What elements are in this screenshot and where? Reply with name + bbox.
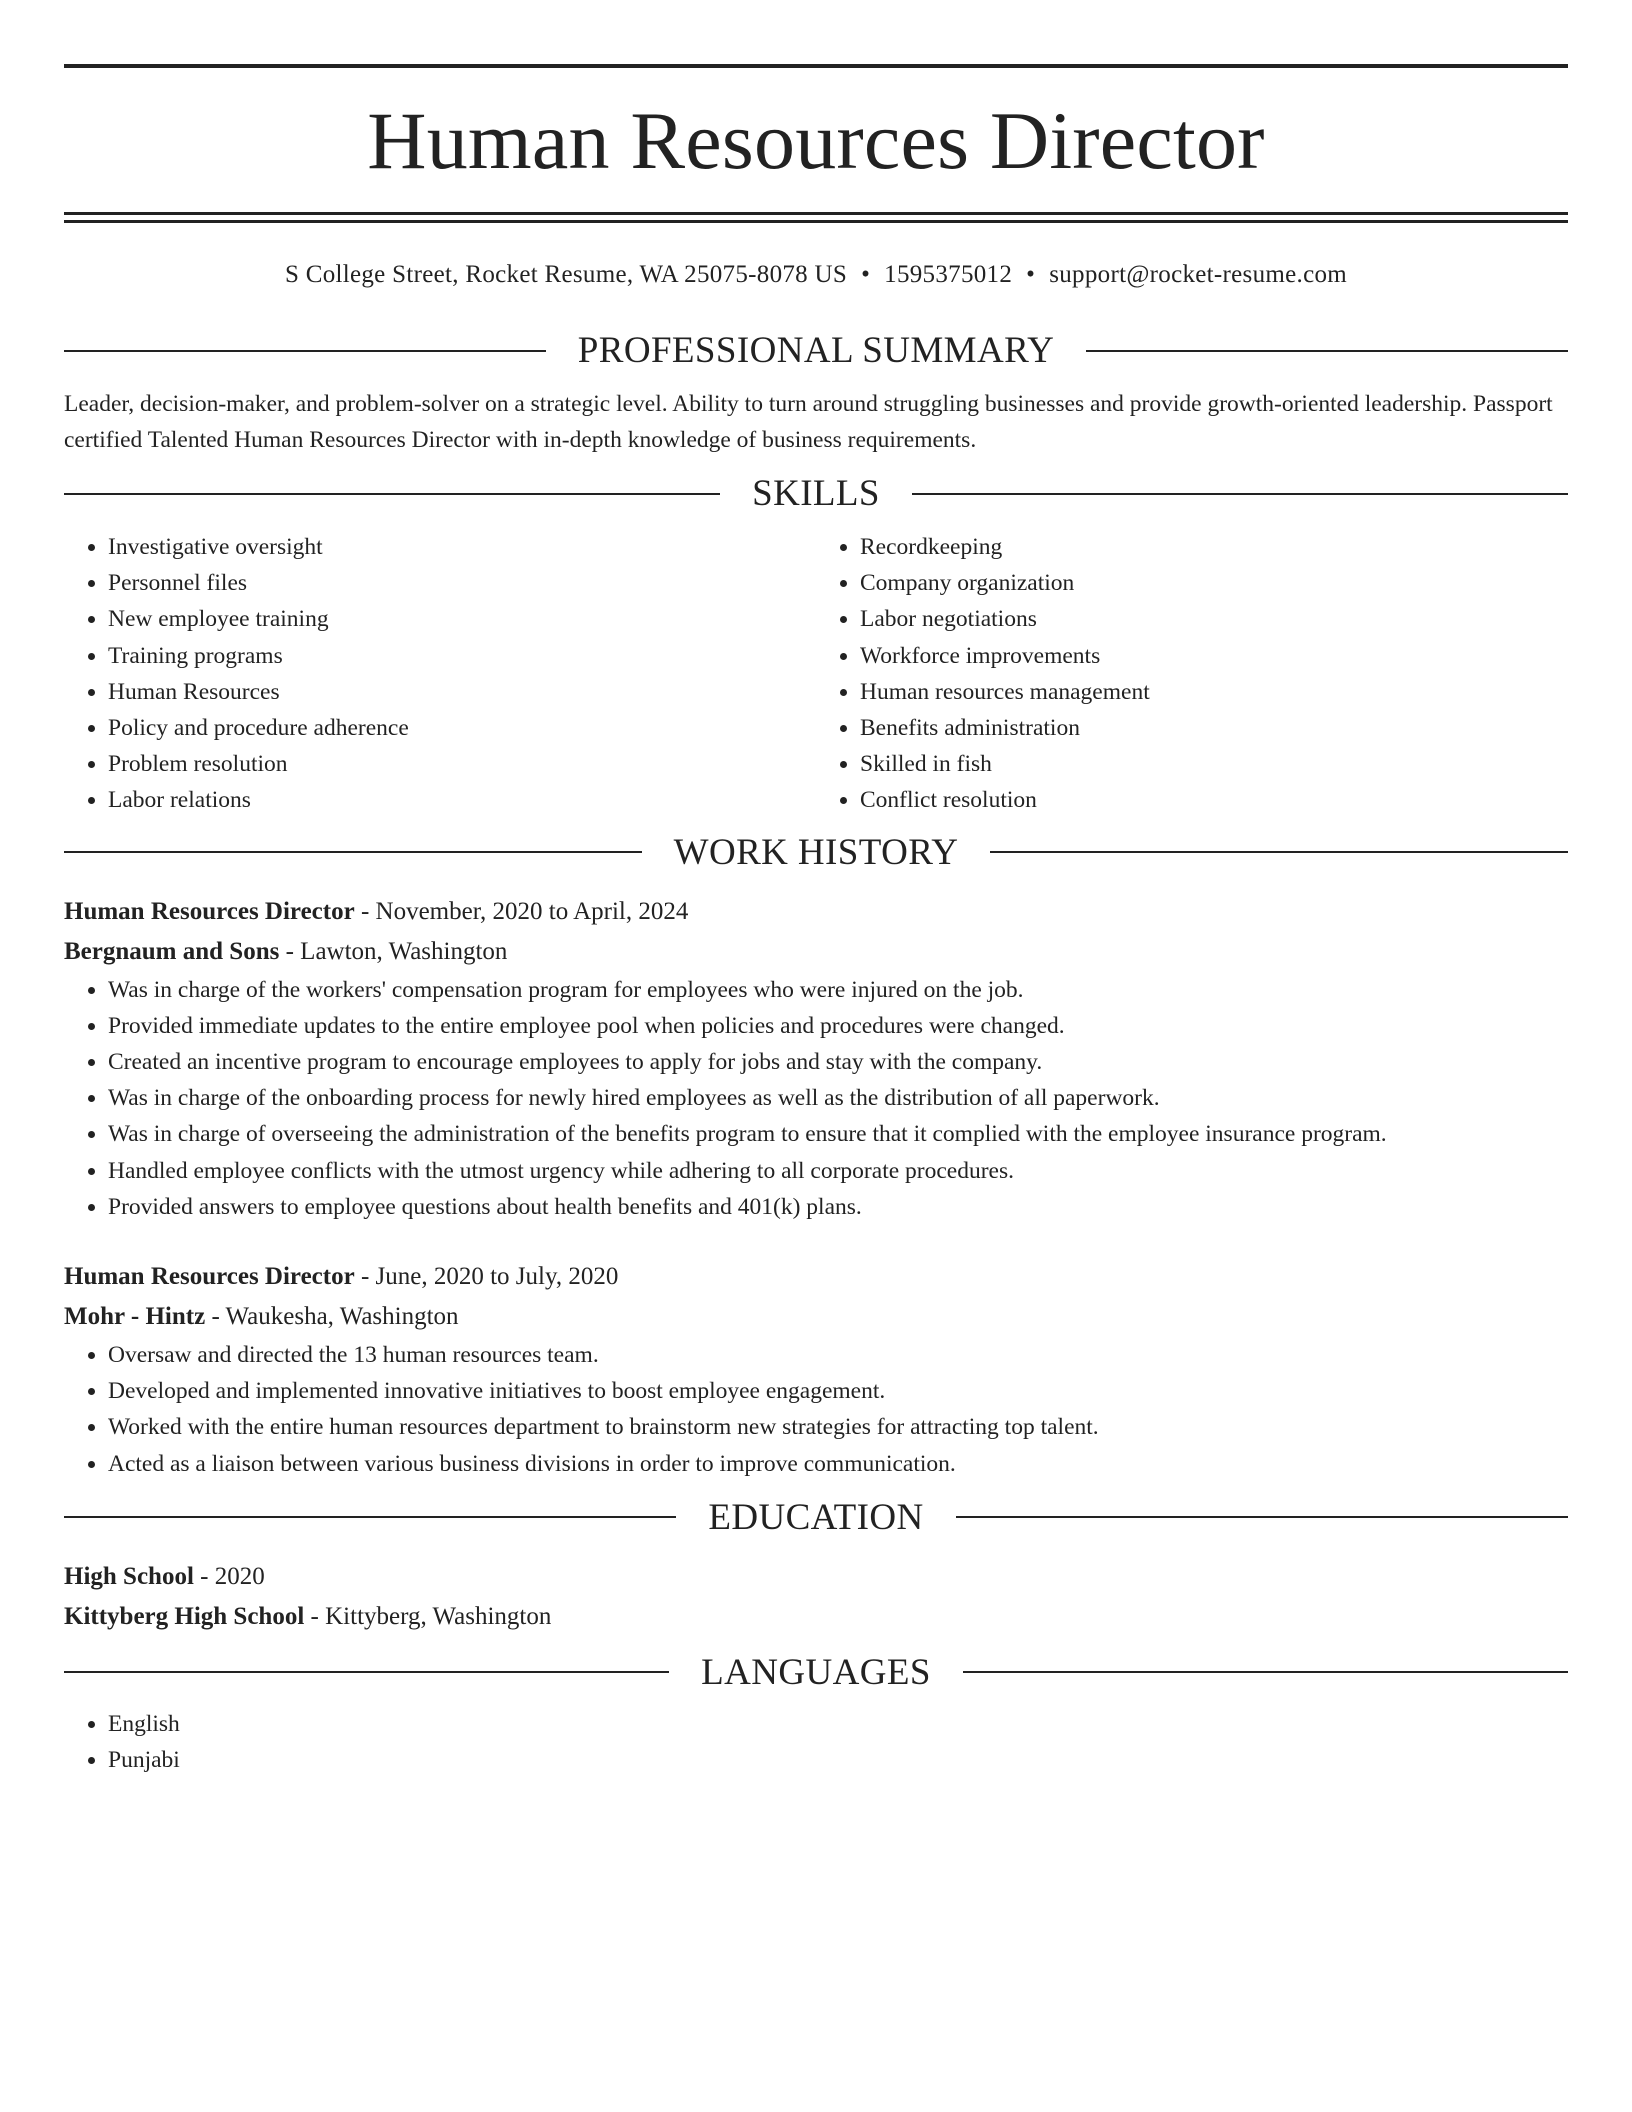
language-item: • Punjabi <box>108 1742 1568 1778</box>
section-title: EDUCATION <box>708 1496 924 1538</box>
skill-item: • Conflict resolution <box>860 782 1568 818</box>
job-company: Bergnaum and Sons <box>64 937 280 965</box>
job-title-line <box>64 892 1568 932</box>
contact-email: support@rocket-resume.com <box>1049 261 1348 288</box>
section-header-summary <box>64 329 1568 372</box>
job-duty-item: • Oversaw and directed the 13 human resources team. <box>108 1337 1568 1373</box>
job-entry <box>64 892 1568 1225</box>
skills-list-right <box>816 529 1568 819</box>
education-degree-line <box>64 1557 1568 1597</box>
job-dates: - November, 2020 to April, 2024 <box>354 897 689 925</box>
skill-item: • Company organization <box>860 565 1568 601</box>
job-title-line <box>64 1257 1568 1297</box>
section-rule <box>990 851 1568 853</box>
section-rule <box>1086 350 1568 352</box>
section-rule <box>64 350 546 352</box>
resume-title: Human Resources Director <box>367 95 1265 186</box>
contact-separator: • <box>861 261 871 288</box>
job-duties-list <box>64 1337 1568 1482</box>
skills-list-left <box>64 529 816 819</box>
section-rule <box>64 493 720 495</box>
skill-item: • Human Resources <box>108 674 816 710</box>
contact-address: S College Street, Rocket Resume, WA 25075-8078 US <box>284 261 848 288</box>
job-title: Human Resources Director <box>64 1263 355 1291</box>
contact-separator: • <box>1026 261 1036 288</box>
job-company-line <box>64 932 1568 972</box>
education-school: Kittyberg High School <box>64 1602 305 1630</box>
skill-item: • New employee training <box>108 601 816 637</box>
job-duty-item: • Was in charge of the onboarding process for newly hired employees as well as the distribution of all paperwork. <box>108 1080 1568 1116</box>
job-title: Human Resources Director <box>64 897 355 925</box>
job-duty-item: • Created an incentive program to encourage employees to apply for jobs and stay with the company. <box>108 1044 1568 1080</box>
section-rule <box>64 1516 676 1518</box>
skill-item: • Problem resolution <box>108 746 816 782</box>
job-company-line <box>64 1297 1568 1337</box>
section-title: WORK HISTORY <box>673 831 959 873</box>
skills-grid <box>64 529 1568 819</box>
job-dates: - June, 2020 to July, 2020 <box>354 1263 619 1291</box>
job-entry <box>64 1257 1568 1482</box>
skill-item: • Benefits administration <box>860 710 1568 746</box>
title-double-rule <box>64 212 1568 223</box>
section-rule <box>64 851 642 853</box>
job-duties-list <box>64 972 1568 1225</box>
skill-item: • Human resources management <box>860 674 1568 710</box>
job-duty-item: • Developed and implemented innovative initiatives to boost employee engagement. <box>108 1373 1568 1409</box>
skill-item: • Recordkeeping <box>860 529 1568 565</box>
job-duty-item: • Provided answers to employee questions about health benefits and 401(k) plans. <box>108 1189 1568 1225</box>
education-school-line <box>64 1597 1568 1637</box>
summary-text: Leader, decision-maker, and problem-solver on a strategic level. Ability to turn around struggling businesses and provide growth-oriented leadership. Passport certified Talented Human Resources Director with in-depth knowledge of business requirements. <box>64 391 1553 453</box>
job-duty-item: • Worked with the entire human resources department to brainstorm new strategies for attracting top talent. <box>108 1409 1568 1445</box>
language-item: • English <box>108 1706 1568 1742</box>
job-duty-item: • Provided immediate updates to the entire employee pool when policies and procedures were changed. <box>108 1008 1568 1044</box>
section-header-languages <box>64 1651 1568 1694</box>
education-degree: High School <box>64 1562 194 1590</box>
section-title: SKILLS <box>752 473 880 514</box>
section-rule <box>64 1671 669 1673</box>
section-rule <box>912 493 1568 495</box>
section-rule <box>956 1516 1568 1518</box>
job-duty-item: • Handled employee conflicts with the utmost urgency while adhering to all corporate procedures. <box>108 1153 1568 1189</box>
job-location: - Lawton, Washington <box>279 937 508 965</box>
skill-item: • Workforce improvements <box>860 638 1568 674</box>
section-header-education <box>64 1496 1568 1539</box>
section-title: PROFESSIONAL SUMMARY <box>577 330 1055 371</box>
resume-page <box>64 64 1568 1778</box>
skill-item: • Personnel files <box>108 565 816 601</box>
section-title: LANGUAGES <box>701 1651 931 1693</box>
job-duty-item: • Acted as a liaison between various business divisions in order to improve communication. <box>108 1446 1568 1482</box>
skill-item: • Labor relations <box>108 782 816 818</box>
education-year: - 2020 <box>193 1562 265 1590</box>
job-duty-item: • Was in charge of overseeing the administration of the benefits program to ensure that it complied with the employee insurance program. <box>108 1116 1568 1152</box>
contact-line <box>64 261 1568 289</box>
contact-phone: 1595375012 <box>884 261 1013 288</box>
skill-item: • Skilled in fish <box>860 746 1568 782</box>
job-location: - Waukesha, Washington <box>205 1303 459 1331</box>
languages-list <box>64 1706 1568 1778</box>
section-header-work <box>64 831 1568 874</box>
top-rule <box>64 64 1568 68</box>
section-header-skills <box>64 472 1568 515</box>
job-company: Mohr - Hintz <box>64 1303 206 1331</box>
education-location: - Kittyberg, Washington <box>304 1602 552 1630</box>
skill-item: • Labor negotiations <box>860 601 1568 637</box>
skill-item: • Policy and procedure adherence <box>108 710 816 746</box>
job-duty-item: • Was in charge of the workers' compensation program for employees who were injured on the job. <box>108 972 1568 1008</box>
skill-item: • Investigative oversight <box>108 529 816 565</box>
education-entry <box>64 1557 1568 1637</box>
section-rule <box>963 1671 1568 1673</box>
skill-item: • Training programs <box>108 638 816 674</box>
